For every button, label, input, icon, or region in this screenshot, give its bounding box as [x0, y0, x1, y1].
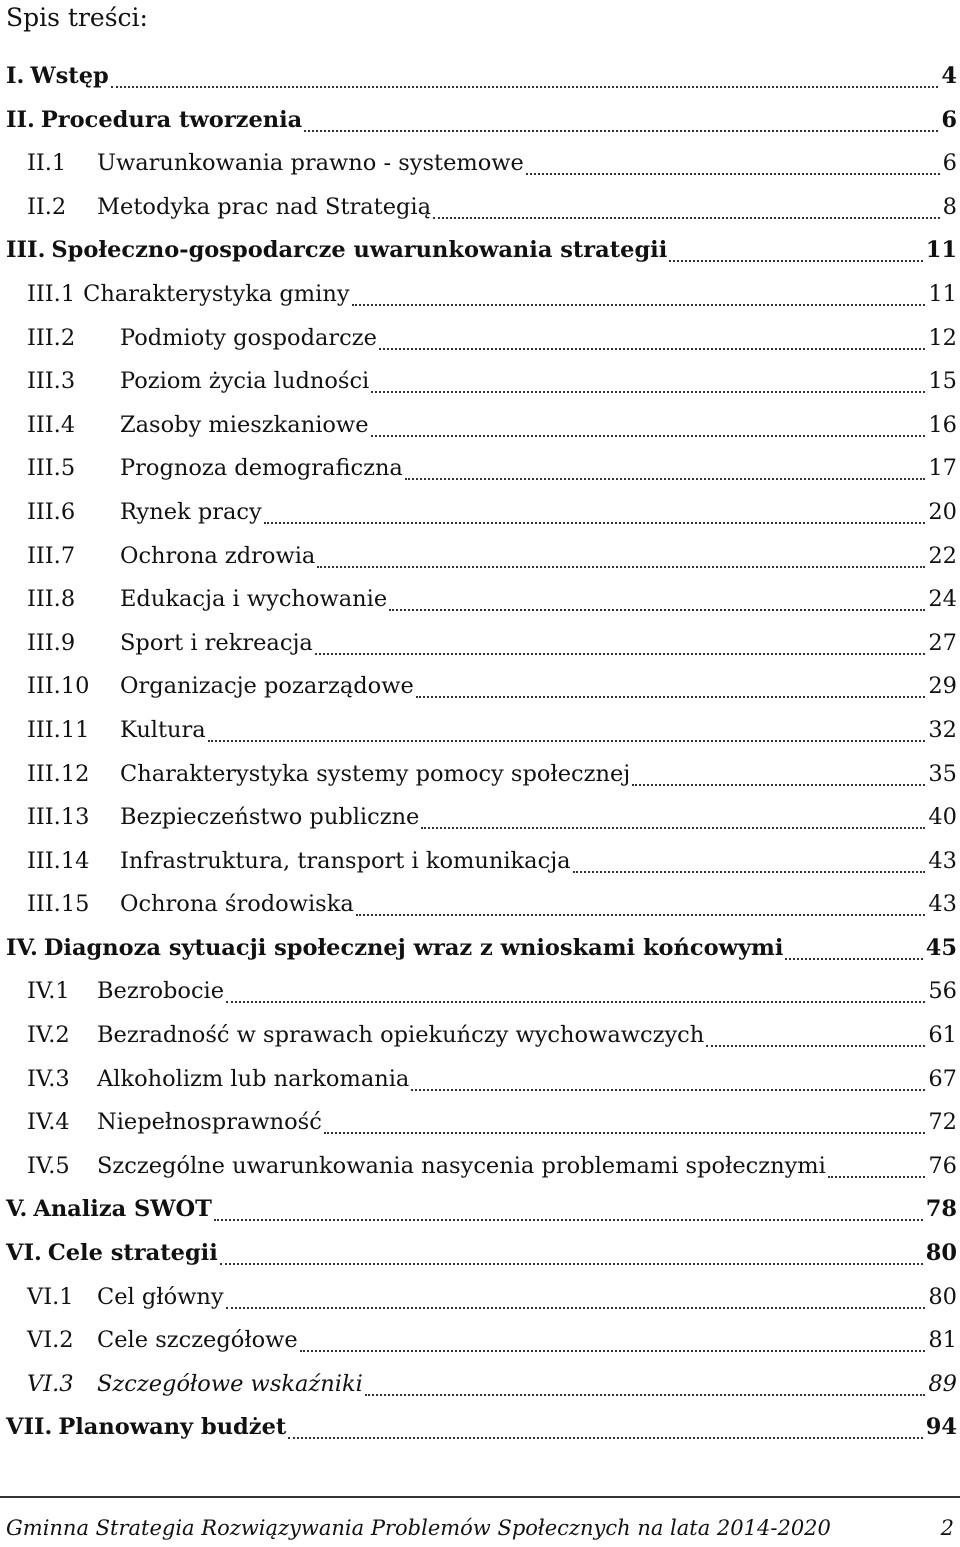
toc-entry-number: VI.2 — [27, 1327, 74, 1354]
toc-dot-leader — [785, 958, 922, 960]
toc-section-row[interactable] — [0, 626, 960, 670]
toc-section-row[interactable] — [0, 974, 960, 1018]
toc-entry-number: VI.1 — [27, 1283, 74, 1310]
toc-entry-page: 43 — [928, 847, 957, 874]
toc-entry-title: Bezrobocie — [97, 978, 225, 1005]
toc-section-row[interactable] — [0, 1062, 960, 1106]
toc-entry-title: Prognoza demograficzna — [120, 455, 403, 482]
toc-entry-page: 6 — [942, 150, 957, 177]
toc-chapter-row[interactable] — [0, 233, 960, 277]
toc-chapter-row[interactable] — [0, 931, 960, 975]
toc-chapter-row[interactable] — [0, 1236, 960, 1280]
footer-title: Gminna Strategia Rozwiązywania Problemów Społecznych na lata 2014-2020 — [6, 1516, 831, 1540]
toc-entry-number: II. — [6, 106, 35, 133]
table-of-contents — [0, 59, 960, 1454]
toc-dot-leader — [226, 1001, 925, 1003]
toc-section-row[interactable] — [0, 582, 960, 626]
toc-dot-leader — [365, 1394, 926, 1396]
toc-entry-number: III.7 — [27, 542, 76, 569]
toc-dot-leader — [371, 391, 925, 393]
toc-section-row[interactable] — [0, 408, 960, 452]
toc-entry-title: Diagnoza sytuacji społecznej wraz z wnioskami końcowymi — [43, 934, 784, 961]
toc-section-row[interactable] — [0, 146, 960, 190]
toc-entry-title: Planowany budżet — [58, 1414, 287, 1441]
toc-entry-title: Podmioty gospodarcze — [120, 324, 377, 351]
toc-dot-leader — [526, 173, 940, 175]
toc-entry-title: Bezpieczeństwo publiczne — [120, 804, 420, 831]
toc-entry-page: 6 — [941, 106, 957, 133]
toc-entry-title: Szczegółowe wskaźniki — [97, 1370, 363, 1397]
toc-entry-title: Charakterystyka systemy pomocy społecznej — [120, 760, 631, 787]
toc-dot-leader — [371, 435, 926, 437]
toc-entry-title: Ochrona zdrowia — [120, 542, 316, 569]
toc-entry-number: IV. — [6, 934, 38, 961]
toc-entry-page: 11 — [928, 280, 957, 307]
toc-entry-number: III.5 — [27, 455, 76, 482]
toc-section-row[interactable] — [0, 321, 960, 365]
toc-entry-title: Cel główny — [97, 1283, 224, 1310]
toc-dot-leader — [433, 217, 940, 219]
toc-section-row[interactable] — [0, 887, 960, 931]
toc-entry-number: I. — [6, 63, 25, 89]
toc-section-row[interactable] — [0, 495, 960, 539]
toc-entry-page: 72 — [928, 1109, 957, 1136]
toc-section-row[interactable] — [0, 1367, 960, 1411]
toc-dot-leader — [379, 348, 925, 350]
toc-dot-leader — [421, 827, 925, 829]
toc-entry-title: Niepełnosprawność — [97, 1109, 322, 1136]
toc-entry-number: IV.3 — [27, 1065, 70, 1092]
toc-entry-number: III.6 — [27, 498, 76, 525]
toc-dot-leader — [632, 784, 925, 786]
toc-entry-number: IV.5 — [27, 1152, 70, 1179]
toc-section-row[interactable] — [0, 669, 960, 713]
toc-entry-page: 45 — [925, 934, 957, 961]
toc-dot-leader — [324, 1132, 926, 1134]
toc-entry-title: Rynek pracy — [120, 498, 262, 525]
toc-chapter-row[interactable] — [0, 103, 960, 147]
toc-entry-number: II.2 — [27, 193, 67, 220]
toc-entry-title: Alkoholizm lub narkomania — [97, 1065, 410, 1092]
toc-section-row[interactable] — [0, 800, 960, 844]
toc-section-row[interactable] — [0, 539, 960, 583]
toc-entry-page: 80 — [925, 1240, 957, 1267]
toc-dot-leader — [315, 653, 926, 655]
toc-entry-title: Organizacje pozarządowe — [120, 673, 414, 700]
toc-entry-number: III.4 — [27, 411, 76, 438]
toc-entry-number: II.1 — [27, 150, 67, 177]
toc-entry-page: 81 — [928, 1327, 957, 1354]
toc-entry-title: Szczególne uwarunkowania nasycenia problemami społecznymi — [97, 1152, 826, 1179]
toc-entry-page: 80 — [928, 1283, 957, 1310]
toc-section-row[interactable] — [0, 1105, 960, 1149]
toc-entry-title: Charakterystyka gminy — [83, 280, 350, 307]
toc-dot-leader — [573, 871, 926, 873]
toc-entry-page: 94 — [925, 1414, 957, 1441]
toc-entry-number: III.12 — [27, 760, 90, 787]
toc-section-row[interactable] — [0, 1018, 960, 1062]
toc-entry-page: 78 — [925, 1196, 957, 1223]
page-footer — [6, 1516, 954, 1546]
toc-entry-page: 15 — [928, 368, 957, 395]
toc-entry-number: III.11 — [27, 716, 90, 743]
toc-section-row[interactable] — [0, 1323, 960, 1367]
toc-entry-page: 40 — [928, 804, 957, 831]
toc-entry-page: 4 — [941, 63, 957, 89]
toc-section-row[interactable] — [0, 713, 960, 757]
toc-entry-title: Edukacja i wychowanie — [120, 586, 388, 613]
toc-entry-page: 20 — [928, 498, 957, 525]
toc-section-row[interactable] — [0, 277, 960, 321]
toc-entry-number: III.14 — [27, 847, 90, 874]
toc-dot-leader — [226, 1307, 926, 1309]
toc-dot-leader — [356, 914, 926, 916]
footer-page-number: 2 — [940, 1516, 954, 1540]
toc-chapter-row[interactable] — [0, 59, 960, 103]
toc-entry-number: VII. — [6, 1414, 53, 1441]
toc-dot-leader — [389, 609, 925, 611]
toc-entry-title: Wstęp — [30, 63, 109, 89]
toc-entry-number: IV.4 — [27, 1109, 70, 1136]
toc-chapter-row[interactable] — [0, 1410, 960, 1454]
toc-entry-title: Społeczno-gospodarcze uwarunkowania strategii — [51, 237, 668, 264]
toc-entry-title: Metodyka prac nad Strategią — [97, 193, 432, 220]
toc-entry-title: Bezradność w sprawach opiekuńczy wychowawczych — [97, 1022, 705, 1049]
toc-entry-number: III. — [6, 237, 46, 264]
toc-entry-page: 16 — [928, 411, 957, 438]
toc-entry-title: Ochrona środowiska — [120, 891, 354, 918]
toc-entry-title: Zasoby mieszkaniowe — [120, 411, 369, 438]
toc-entry-page: 43 — [928, 891, 957, 918]
toc-entry-number: III.15 — [27, 891, 90, 918]
toc-entry-title: Sport i rekreacja — [120, 629, 313, 656]
toc-dot-leader — [220, 1263, 923, 1265]
toc-section-row[interactable] — [0, 1280, 960, 1324]
toc-dot-leader — [264, 522, 926, 524]
toc-entry-number: III.1 — [27, 280, 76, 307]
toc-entry-number: V. — [6, 1196, 28, 1223]
toc-entry-title: Analiza SWOT — [33, 1196, 212, 1223]
toc-entry-number: III.3 — [27, 368, 76, 395]
toc-entry-page: 29 — [928, 673, 957, 700]
toc-entry-page: 61 — [928, 1022, 957, 1049]
toc-entry-title: Cele szczegółowe — [97, 1327, 298, 1354]
toc-dot-leader — [111, 86, 939, 88]
toc-entry-number: IV.2 — [27, 1022, 70, 1049]
toc-dot-leader — [706, 1045, 925, 1047]
toc-entry-title: Kultura — [120, 716, 206, 743]
toc-entry-page: 17 — [928, 455, 957, 482]
toc-entry-page: 27 — [928, 629, 957, 656]
toc-entry-number: III.10 — [27, 673, 90, 700]
toc-dot-leader — [405, 478, 926, 480]
toc-section-row[interactable] — [0, 1149, 960, 1193]
toc-dot-leader — [828, 1176, 926, 1178]
toc-section-row[interactable] — [0, 364, 960, 408]
toc-entry-page: 89 — [928, 1370, 957, 1397]
page-title: Spis treści: — [6, 3, 148, 32]
toc-entry-title: Cele strategii — [47, 1240, 218, 1267]
toc-dot-leader — [411, 1089, 925, 1091]
toc-entry-page: 32 — [928, 716, 957, 743]
toc-section-row[interactable] — [0, 451, 960, 495]
toc-entry-page: 11 — [925, 237, 957, 264]
footer-divider — [0, 1496, 960, 1498]
toc-entry-page: 8 — [942, 193, 957, 220]
toc-entry-number: III.13 — [27, 804, 90, 831]
toc-dot-leader — [317, 566, 925, 568]
toc-entry-page: 22 — [928, 542, 957, 569]
toc-entry-title: Infrastruktura, transport i komunikacja — [120, 847, 571, 874]
toc-section-row[interactable] — [0, 190, 960, 234]
toc-entry-page: 67 — [928, 1065, 957, 1092]
toc-entry-page: 76 — [928, 1152, 957, 1179]
toc-entry-page: 35 — [928, 760, 957, 787]
toc-entry-page: 24 — [928, 586, 957, 613]
toc-entry-title: Uwarunkowania prawno - systemowe — [97, 150, 524, 177]
toc-section-row[interactable] — [0, 757, 960, 801]
toc-entry-title: Poziom życia ludności — [120, 368, 370, 395]
toc-section-row[interactable] — [0, 844, 960, 888]
toc-entry-page: 12 — [928, 324, 957, 351]
toc-dot-leader — [352, 304, 926, 306]
toc-entry-number: III.9 — [27, 629, 76, 656]
toc-entry-number: VI.3 — [27, 1370, 74, 1397]
toc-dot-leader — [288, 1437, 922, 1439]
toc-entry-number: III.8 — [27, 586, 76, 613]
toc-dot-leader — [208, 740, 926, 742]
toc-entry-number: III.2 — [27, 324, 76, 351]
toc-entry-title: Procedura tworzenia — [40, 106, 303, 133]
toc-entry-number: VI. — [6, 1240, 42, 1267]
toc-dot-leader — [300, 1350, 926, 1352]
toc-dot-leader — [416, 696, 926, 698]
toc-entry-number: IV.1 — [27, 978, 70, 1005]
toc-entry-page: 56 — [928, 978, 957, 1005]
toc-dot-leader — [214, 1219, 923, 1221]
toc-dot-leader — [669, 260, 922, 262]
toc-dot-leader — [304, 130, 938, 132]
toc-chapter-row[interactable] — [0, 1192, 960, 1236]
